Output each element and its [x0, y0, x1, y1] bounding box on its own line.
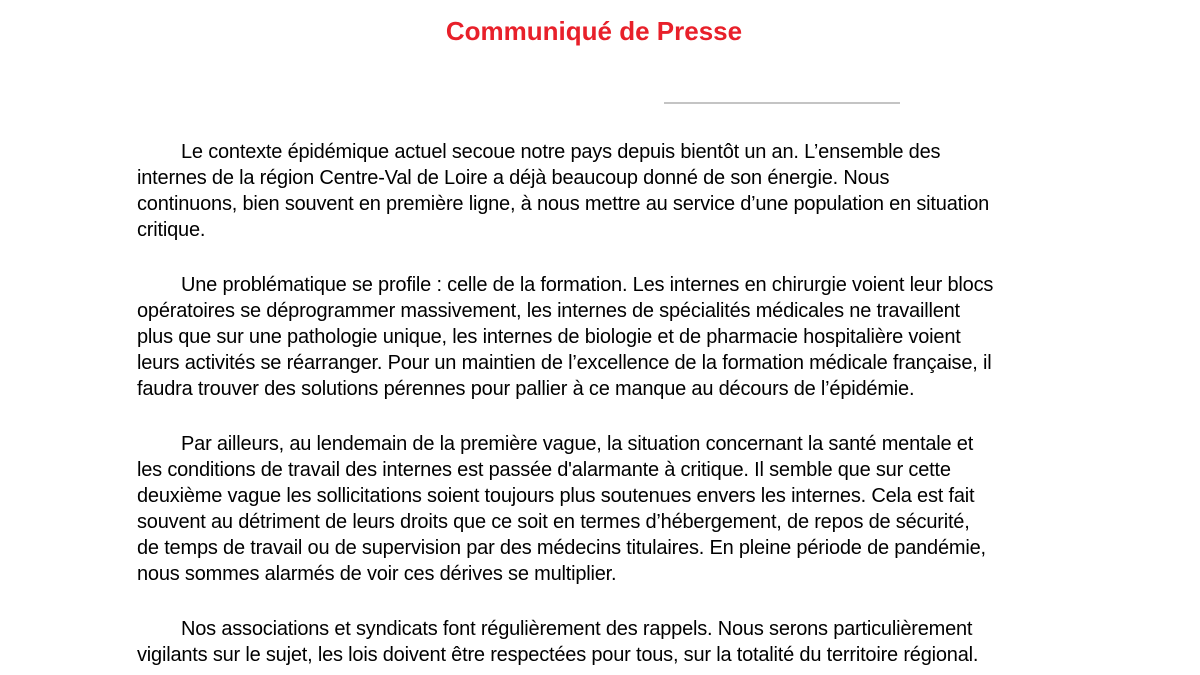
paragraph-line: faudra trouver des solutions pérennes pour pallier à ce manque au décours de l’épidémie. [137, 378, 915, 400]
paragraph-line: nous sommes alarmés de voir ces dérives se multiplier. [137, 563, 617, 585]
document-body [137, 139, 1127, 668]
paragraph-2 [137, 272, 1127, 402]
paragraph-line: deuxième vague les sollicitations soient toujours plus soutenues envers les internes. Cela est fait [137, 485, 975, 507]
paragraph-line: plus que sur une pathologie unique, les internes de biologie et de pharmacie hospitalière voient [137, 326, 961, 348]
paragraph-line: vigilants sur le sujet, les lois doivent être respectées pour tous, sur la totalité du territoire régional. [137, 644, 979, 666]
paragraph-line: Une problématique se profile : celle de la formation. Les internes en chirurgie voient leur blocs [181, 274, 994, 296]
paragraph-line: les conditions de travail des internes est passée d'alarmante à critique. Il semble que sur cette [137, 459, 951, 481]
paragraph-line: souvent au détriment de leurs droits que ce soit en termes d’hébergement, de repos de sécurité, [137, 511, 970, 533]
paragraph-line: de temps de travail ou de supervision par des médecins titulaires. En pleine période de pandémie, [137, 537, 986, 559]
paragraph-line: continuons, bien souvent en première ligne, à nous mettre au service d’une population en situation [137, 193, 990, 215]
title-divider [664, 102, 900, 104]
paragraph-line: internes de la région Centre-Val de Loire a déjà beaucoup donné de son énergie. Nous [137, 167, 890, 189]
paragraph-1 [137, 139, 1127, 243]
paragraph-line: leurs activités se réarranger. Pour un maintien de l’excellence de la formation médicale française, il [137, 352, 992, 374]
paragraph-3 [137, 431, 1127, 587]
paragraph-4 [137, 616, 1127, 668]
paragraph-line: Le contexte épidémique actuel secoue notre pays depuis bientôt un an. L’ensemble des [181, 141, 941, 163]
paragraph-line: critique. [137, 219, 206, 241]
paragraph-line: Par ailleurs, au lendemain de la première vague, la situation concernant la santé mentale et [181, 433, 974, 455]
document-title: Communiqué de Presse [445, 16, 743, 46]
paragraph-line: Nos associations et syndicats font régulièrement des rappels. Nous serons particulièrement [181, 618, 973, 640]
paragraph-line: opératoires se déprogrammer massivement, les internes de spécialités médicales ne travaillent [137, 300, 960, 322]
